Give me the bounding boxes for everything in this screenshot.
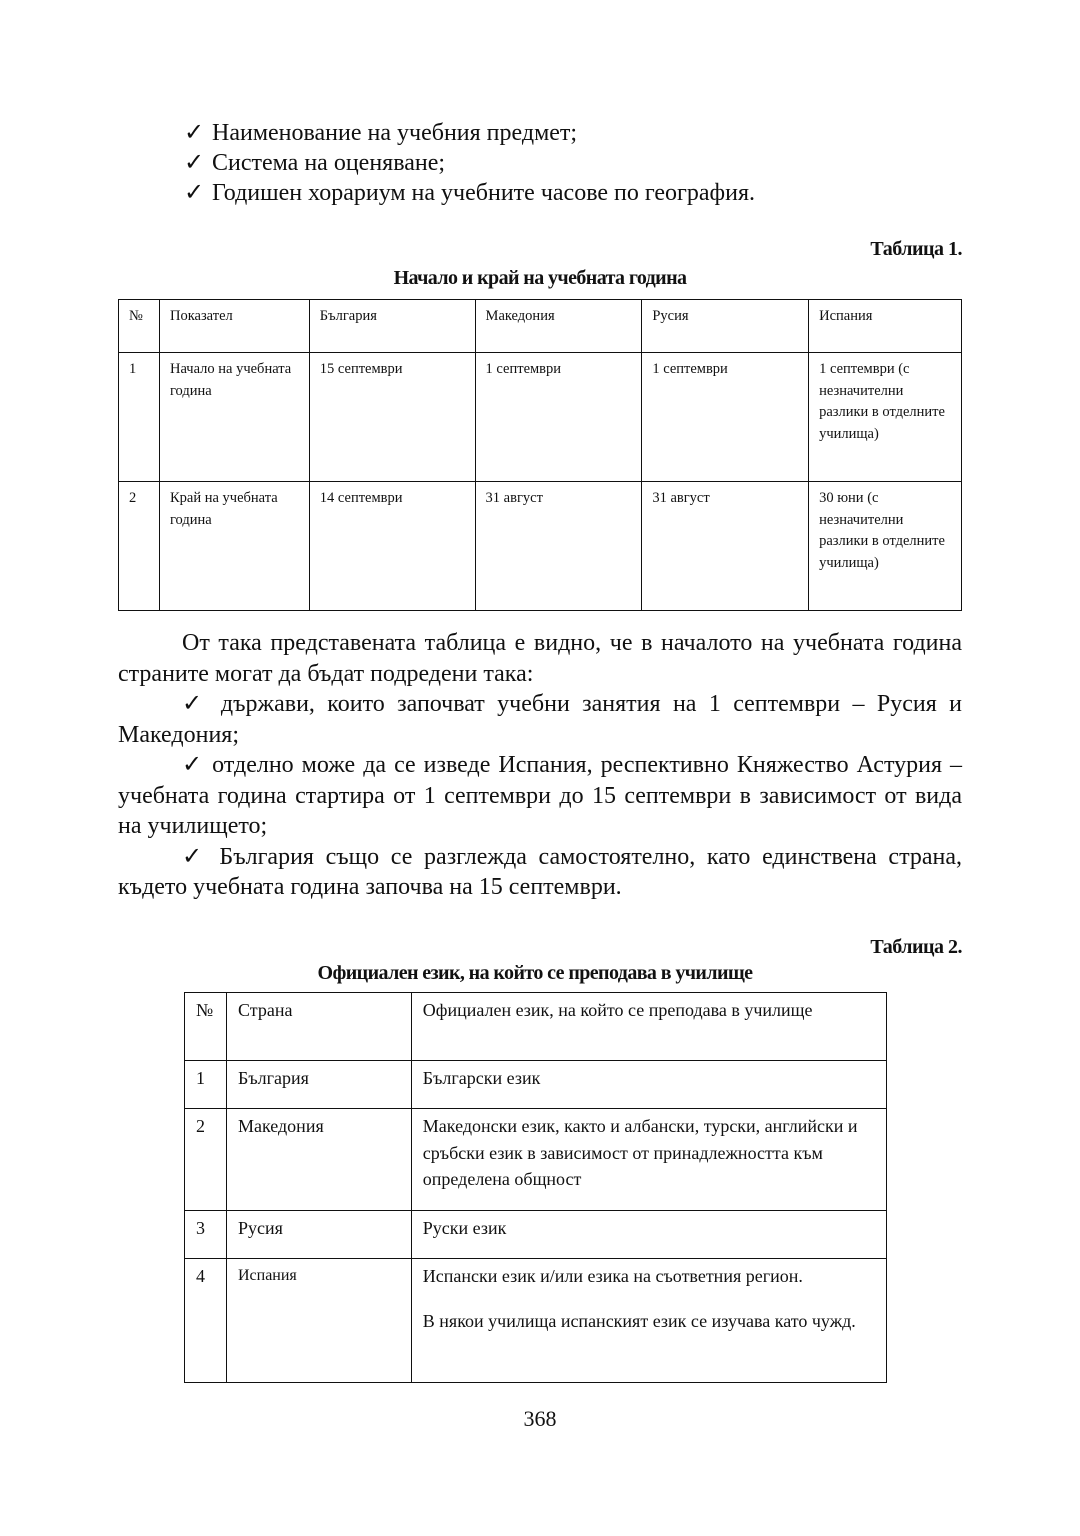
table-cell: 2 (185, 1109, 227, 1211)
checkmark-icon: ✓ (184, 180, 205, 206)
table-cell: 4 (185, 1259, 227, 1383)
table-header-cell: Страна (226, 993, 411, 1061)
table-row (185, 1211, 887, 1259)
table-cell: 1 септември (с незначителни разлики в отделните училища) (809, 353, 962, 482)
table-row (185, 1061, 887, 1109)
table-header-cell: България (309, 300, 475, 353)
checkmark-icon: ✓ (182, 691, 209, 717)
table-cell (411, 1259, 886, 1383)
table-header-cell: № (119, 300, 160, 353)
table-cell: 30 юни (с незначителни разлики в отделните училища) (809, 482, 962, 611)
checkmark-icon: ✓ (184, 150, 205, 176)
table-row (185, 1109, 887, 1211)
checkmark-icon: ✓ (182, 752, 205, 778)
table-cell: 1 септември (642, 353, 809, 482)
table-cell: Български език (411, 1061, 886, 1109)
table-cell: 2 (119, 482, 160, 611)
list-item: ✓ Система на оценяване; (184, 150, 446, 176)
checkmark-icon: ✓ (182, 843, 208, 870)
list-item: ✓ държави, които започват учебни занятия на 1 септември – Русия и Македония; (118, 691, 963, 748)
paragraph-intro: От така представената таблица е видно, че в началото на учебната година страните могат да бъдат подредени така: (118, 630, 962, 687)
table-row (185, 1259, 887, 1383)
cell-text: В някои училища испанският език се изучава като чужд. (422, 1310, 856, 1331)
table-row (119, 353, 962, 482)
table-row (119, 482, 962, 611)
table1-title: Начало и край на учебната година (393, 267, 687, 289)
list-item: ✓ България също се разглежда самостоятелно, като единствена страна, където учебната година започва на 15 септември. (118, 843, 963, 900)
table-header-cell: № (185, 993, 227, 1061)
table-cell: Македонски език, както и албански, турски, английски и сръбски език в зависимост от принадлежността към определена общност (411, 1109, 886, 1211)
table-cell: България (226, 1061, 411, 1109)
table-cell: Начало на учебната година (159, 353, 309, 482)
table-cell: 31 август (475, 482, 642, 611)
table2-label: Таблица 2. (870, 936, 962, 958)
table-header-cell: Показател (159, 300, 309, 353)
table-cell: 1 (119, 353, 160, 482)
checkmark-icon: ✓ (184, 120, 205, 146)
list-item: ✓ Наименование на учебния предмет; (184, 120, 578, 146)
intro-bullet-list (184, 118, 755, 208)
page-number: 368 (523, 1406, 557, 1431)
table-header-cell: Русия (642, 300, 809, 353)
table-cell: Македония (226, 1109, 411, 1211)
table-header-row (119, 300, 962, 353)
table-cell: 15 септември (309, 353, 475, 482)
table2 (184, 992, 887, 1383)
table-cell: 3 (185, 1211, 227, 1259)
table1 (118, 299, 962, 611)
table-cell: 1 септември (475, 353, 642, 482)
list-item: ✓ отделно може да се изведе Испания, респективно Княжество Астурия – учебната година стартира от 1 септември до 15 септември в зависимост от вида на училището; (118, 752, 963, 839)
table-cell: 1 (185, 1061, 227, 1109)
list-item: ✓ Годишен хорариум на учебните часове по география. (184, 180, 755, 206)
table-header-cell: Македония (475, 300, 642, 353)
table-header-cell: Испания (809, 300, 962, 353)
table2-title: Официален език, на който се преподава в училище (317, 962, 753, 984)
table-cell: Край на учебната година (159, 482, 309, 611)
table-cell: Испания (226, 1259, 411, 1383)
cell-text: Испански език и/или езика на съответния регион. (422, 1266, 803, 1286)
table-cell: 31 август (642, 482, 809, 611)
table-header-row (185, 993, 887, 1061)
table-cell: Русия (226, 1211, 411, 1259)
table-cell: Руски език (411, 1211, 886, 1259)
table1-label: Таблица 1. (870, 238, 962, 260)
table-cell: 14 септември (309, 482, 475, 611)
body-paragraph (118, 628, 962, 903)
table-header-cell: Официален език, на който се преподава в училище (411, 993, 886, 1061)
